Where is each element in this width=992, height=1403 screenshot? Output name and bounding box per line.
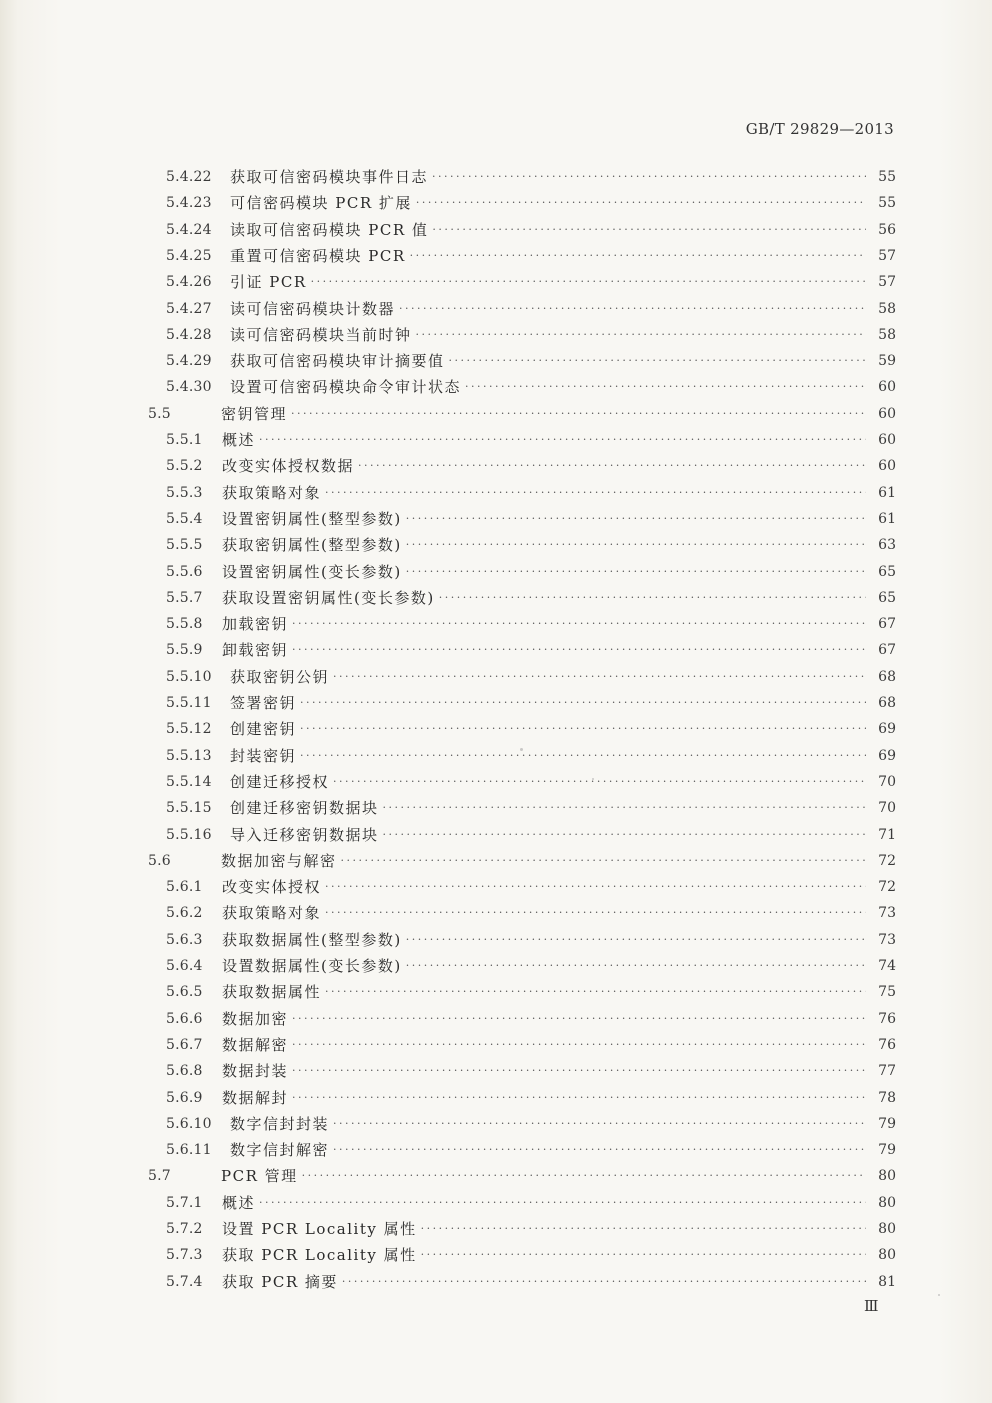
- toc-entry: [0, 927, 992, 953]
- toc-entry-title: 数据解密: [222, 1035, 289, 1054]
- toc-leader-dots: [406, 953, 866, 979]
- toc-entry: [0, 559, 992, 585]
- toc-entry: [0, 1242, 992, 1268]
- toc-entry-page: 72: [878, 879, 896, 896]
- toc-leader-dots: [432, 217, 866, 243]
- toc-entry: [0, 822, 992, 848]
- toc-entry-number: 5.7: [148, 1168, 171, 1185]
- toc-entry-page: 76: [878, 1036, 896, 1053]
- toc-entry: [0, 532, 992, 558]
- toc-entry-number: 5.6.6: [166, 1010, 203, 1027]
- toc-entry: [0, 243, 992, 269]
- toc-leader-dots: [333, 664, 866, 690]
- toc-entry-number: 5.6.9: [166, 1089, 203, 1106]
- toc-entry-page: 60: [878, 458, 896, 475]
- toc-entry-page: 63: [878, 537, 896, 554]
- toc-entry-title: 获取数据属性: [222, 983, 322, 1002]
- toc-entry-page: 70: [878, 800, 896, 817]
- toc-entry-title: 引证 PCR: [230, 273, 307, 292]
- toc-leader-dots: [406, 927, 866, 953]
- toc-entry-title: 获取 PCR 摘要: [222, 1272, 338, 1291]
- toc-entry: [0, 1032, 992, 1058]
- toc-entry: [0, 322, 992, 348]
- toc-entry-number: 5.7.1: [166, 1194, 203, 1211]
- toc-entry-page: 65: [878, 563, 896, 580]
- toc-entry: [0, 664, 992, 690]
- toc-entry: [0, 848, 992, 874]
- page-number-footer: Ⅲ: [864, 1297, 879, 1315]
- toc-entry-number: 5.4.24: [166, 221, 212, 238]
- toc-entry-number: 5.5.4: [166, 510, 203, 527]
- toc-entry: [0, 900, 992, 926]
- toc-entry-number: 5.6.5: [166, 984, 203, 1001]
- toc-entry-number: 5.6.2: [166, 905, 203, 922]
- toc-entry: [0, 953, 992, 979]
- toc-entry-title: 改变实体授权: [222, 878, 322, 897]
- toc-leader-dots: [421, 1216, 866, 1242]
- toc-entry-page: 57: [878, 274, 896, 291]
- toc-entry-page: 58: [878, 300, 896, 317]
- toc-entry: [0, 190, 992, 216]
- toc-entry-title: 读可信密码模块当前时钟: [230, 325, 412, 344]
- toc-entry-title: 重置可信密码模块 PCR: [230, 246, 406, 265]
- toc-entry: [0, 296, 992, 322]
- toc-entry-title: PCR 管理: [221, 1167, 298, 1186]
- toc-entry-title: 创建密钥: [230, 720, 297, 739]
- toc-entry-page: 59: [878, 353, 896, 370]
- toc-entry-number: 5.4.23: [166, 195, 212, 212]
- toc-leader-dots: [383, 795, 866, 821]
- toc-entry-page: 68: [878, 695, 896, 711]
- toc-entry-title: 设置密钥属性(变长参数): [222, 562, 402, 581]
- toc-entry-title: 导入迁移密钥数据块: [230, 825, 379, 844]
- toc-leader-dots: [300, 716, 866, 742]
- toc-entry: [0, 690, 992, 716]
- toc-leader-dots: [358, 453, 866, 479]
- toc-leader-dots: [300, 743, 866, 769]
- toc-leader-dots: [292, 1006, 866, 1032]
- toc-entry: [0, 769, 992, 795]
- toc-entry-title: 概述: [222, 1193, 256, 1212]
- toc-leader-dots: [291, 401, 866, 427]
- toc-entry-page: 76: [878, 1010, 896, 1027]
- toc-entry: [0, 874, 992, 900]
- toc-entry-title: 卸载密钥: [222, 641, 289, 660]
- toc-entry-title: 创建迁移授权: [230, 772, 330, 791]
- toc-leader-dots: [406, 559, 866, 585]
- toc-leader-dots: [406, 532, 866, 558]
- toc-entry-title: 获取策略对象: [222, 483, 322, 502]
- toc-entry-number: 5.5.7: [166, 589, 203, 606]
- toc-entry-number: 5.4.30: [166, 379, 212, 396]
- toc-entry-page: 71: [878, 826, 896, 843]
- toc-leader-dots: [302, 1163, 866, 1189]
- toc-entry-page: 57: [878, 247, 896, 264]
- toc-entry-number: 5.5.8: [166, 616, 203, 633]
- toc-entry: [0, 1137, 992, 1163]
- toc-leader-dots: [383, 822, 866, 848]
- toc-entry-title: 获取可信密码模块审计摘要值: [230, 352, 445, 371]
- toc-entry-number: 5.5.14: [166, 773, 212, 790]
- toc-entry: [0, 217, 992, 243]
- toc-leader-dots: [292, 1032, 866, 1058]
- toc-entry: [0, 1058, 992, 1084]
- toc-entry-page: 67: [878, 616, 896, 633]
- toc-entry-number: 5.5.2: [166, 458, 203, 475]
- toc-leader-dots: [300, 690, 866, 716]
- toc-entry: [0, 427, 992, 453]
- toc-entry-title: 签署密钥: [230, 694, 297, 712]
- toc-leader-dots: [325, 480, 866, 506]
- toc-entry-page: 55: [878, 195, 896, 212]
- toc-leader-dots: [333, 1137, 866, 1163]
- toc-leader-dots: [416, 190, 866, 216]
- toc-entry: [0, 164, 992, 190]
- toc-entry-page: 67: [878, 642, 896, 659]
- toc-entry: [0, 1269, 992, 1295]
- toc-entry-title: 设置 PCR Locality 属性: [222, 1220, 417, 1238]
- toc-entry-number: 5.6.11: [166, 1142, 212, 1159]
- toc-leader-dots: [333, 1111, 866, 1137]
- toc-leader-dots: [399, 296, 866, 322]
- toc-entry: [0, 1111, 992, 1137]
- toc-entry: [0, 480, 992, 506]
- toc-leader-dots: [406, 506, 866, 532]
- toc-entry-title: 创建迁移密钥数据块: [230, 799, 379, 818]
- toc-entry-page: 78: [878, 1089, 896, 1106]
- toc-entry-page: 61: [878, 510, 896, 527]
- toc-entry-page: 60: [878, 432, 896, 448]
- toc-entry-title: 读可信密码模块计数器: [230, 299, 396, 318]
- toc-entry-page: 61: [878, 484, 896, 501]
- toc-entry-title: 获取数据属性(整型参数): [222, 930, 402, 949]
- toc-leader-dots: [292, 1058, 866, 1084]
- toc-entry: [0, 637, 992, 663]
- toc-leader-dots: [432, 164, 866, 190]
- toc-entry: [0, 716, 992, 742]
- toc-leader-dots: [421, 1242, 866, 1268]
- toc-entry-number: 5.6: [148, 852, 171, 869]
- toc-entry-number: 5.6.7: [166, 1036, 203, 1053]
- toc-entry-page: 79: [878, 1115, 896, 1132]
- toc-leader-dots: [292, 611, 866, 637]
- toc-entry-number: 5.5.13: [166, 747, 212, 764]
- toc-entry: [0, 401, 992, 427]
- toc-entry: [0, 611, 992, 637]
- toc-leader-dots: [325, 979, 866, 1005]
- toc-entry: [0, 374, 992, 400]
- toc-entry-title: 获取 PCR Locality 属性: [222, 1246, 417, 1265]
- toc-entry-page: 75: [878, 984, 896, 1001]
- toc-entry-number: 5.6.3: [166, 931, 203, 948]
- toc-entry-page: 56: [878, 221, 896, 238]
- toc-entry-number: 5.4.26: [166, 274, 212, 291]
- toc-entry: [0, 1163, 992, 1189]
- toc-entry-title: 设置可信密码模块命令审计状态: [230, 378, 462, 397]
- toc-entry-page: 81: [878, 1273, 896, 1290]
- toc-entry-number: 5.5.11: [166, 695, 212, 711]
- toc-entry-number: 5.5.5: [166, 537, 203, 554]
- toc-entry-title: 可信密码模块 PCR 扩展: [230, 194, 412, 213]
- toc-entry-page: 79: [878, 1142, 896, 1159]
- toc-leader-dots: [465, 374, 866, 400]
- toc-entry-number: 5.4.25: [166, 247, 212, 264]
- toc-entry-number: 5.4.22: [166, 169, 212, 185]
- toc-entry-number: 5.6.10: [166, 1115, 212, 1132]
- toc-entry-number: 5.4.29: [166, 353, 212, 370]
- toc-entry: [0, 1190, 992, 1216]
- toc-entry: [0, 743, 992, 769]
- toc-entry-page: 65: [878, 589, 896, 606]
- toc-leader-dots: [410, 243, 866, 269]
- toc-entry-title: 密钥管理: [221, 404, 288, 423]
- toc-entry-page: 73: [878, 905, 896, 922]
- toc-entry-number: 5.5.3: [166, 484, 203, 501]
- toc-entry-page: 80: [878, 1168, 896, 1185]
- toc-entry: [0, 348, 992, 374]
- toc-entry-title: 设置数据属性(变长参数): [222, 957, 402, 975]
- toc-entry-page: 77: [878, 1063, 896, 1080]
- toc-entry-page: 69: [878, 721, 896, 738]
- toc-leader-dots: [342, 1269, 866, 1295]
- toc-entry-page: 80: [878, 1247, 896, 1264]
- toc-leader-dots: [449, 348, 866, 374]
- toc-entry-title: 数字信封封装: [230, 1114, 330, 1133]
- toc-entry: [0, 1216, 992, 1242]
- scan-speck: [592, 778, 594, 780]
- toc-entry-title: 数据封装: [222, 1062, 289, 1081]
- toc-entry-number: 5.5.1: [166, 432, 203, 448]
- toc-entry: [0, 453, 992, 479]
- toc-entry-title: 概述: [222, 431, 256, 449]
- toc-entry-number: 5.6.8: [166, 1063, 203, 1080]
- scan-speck: [520, 748, 523, 751]
- toc-entry: [0, 585, 992, 611]
- standard-id-header: GB/T 29829—2013: [745, 120, 894, 138]
- toc-entry-title: 获取设置密钥属性(变长参数): [222, 588, 435, 607]
- toc-entry-page: 73: [878, 931, 896, 948]
- toc-entry: [0, 269, 992, 295]
- toc-leader-dots: [311, 269, 866, 295]
- toc-entry-title: 数字信封解密: [230, 1141, 330, 1160]
- toc-entry-title: 数据加密与解密: [221, 851, 337, 870]
- toc-entry-page: 55: [878, 169, 896, 185]
- toc-entry-title: 获取可信密码模块事件日志: [230, 168, 429, 186]
- toc-entry-page: 68: [878, 668, 896, 685]
- toc-entry-number: 5.5.9: [166, 642, 203, 659]
- toc-entry-page: 80: [878, 1221, 896, 1237]
- toc-entry-title: 加载密钥: [222, 615, 289, 634]
- toc-entry-number: 5.7.3: [166, 1247, 203, 1264]
- scan-speck: [938, 1294, 940, 1296]
- toc-entry-title: 改变实体授权数据: [222, 457, 355, 476]
- toc-entry-page: 74: [878, 958, 896, 974]
- toc-entry-page: 72: [878, 852, 896, 869]
- toc-leader-dots: [325, 900, 866, 926]
- toc-entry-page: 60: [878, 405, 896, 422]
- toc-entry-number: 5.5.6: [166, 563, 203, 580]
- toc-entry-page: 80: [878, 1194, 896, 1211]
- toc-entry-page: 69: [878, 747, 896, 764]
- toc-entry-title: 读取可信密码模块 PCR 值: [230, 220, 429, 239]
- toc-entry-number: 5.5: [148, 405, 171, 422]
- toc-entry-title: 获取策略对象: [222, 904, 322, 923]
- toc-entry-number: 5.6.4: [166, 958, 203, 974]
- toc-entry-number: 5.5.15: [166, 800, 212, 817]
- toc-entry-number: 5.7.2: [166, 1221, 203, 1237]
- toc-entry: [0, 1085, 992, 1111]
- toc-leader-dots: [325, 874, 866, 900]
- toc-entry-title: 获取密钥公钥: [230, 667, 330, 686]
- toc-entry-page: 58: [878, 326, 896, 343]
- toc-entry-number: 5.4.27: [166, 300, 212, 317]
- toc-leader-dots: [292, 637, 866, 663]
- toc-leader-dots: [259, 427, 866, 453]
- toc-leader-dots: [341, 848, 866, 874]
- toc-leader-dots: [416, 322, 866, 348]
- toc-entry-title: 获取密钥属性(整型参数): [222, 536, 402, 555]
- toc-leader-dots: [259, 1190, 866, 1216]
- toc-entry-title: 数据解封: [222, 1088, 289, 1107]
- toc-entry-number: 5.4.28: [166, 326, 212, 343]
- toc-entry: [0, 979, 992, 1005]
- toc-entry: [0, 1006, 992, 1032]
- toc-entry-number: 5.5.10: [166, 668, 212, 685]
- toc-entry-number: 5.7.4: [166, 1273, 203, 1290]
- toc-entry-number: 5.5.12: [166, 721, 212, 738]
- toc-entry-number: 5.6.1: [166, 879, 203, 896]
- toc-entry-page: 60: [878, 379, 896, 396]
- toc-entry-title: 设置密钥属性(整型参数): [222, 509, 402, 528]
- toc-leader-dots: [439, 585, 866, 611]
- toc-leader-dots: [292, 1085, 866, 1111]
- toc-entry-number: 5.5.16: [166, 826, 212, 843]
- toc-entry: [0, 795, 992, 821]
- toc-entry-page: 70: [878, 773, 896, 790]
- toc-leader-dots: [333, 769, 866, 795]
- toc-entry: [0, 506, 992, 532]
- toc-entry-title: 封装密钥: [230, 746, 297, 765]
- toc-entry-title: 数据加密: [222, 1009, 289, 1028]
